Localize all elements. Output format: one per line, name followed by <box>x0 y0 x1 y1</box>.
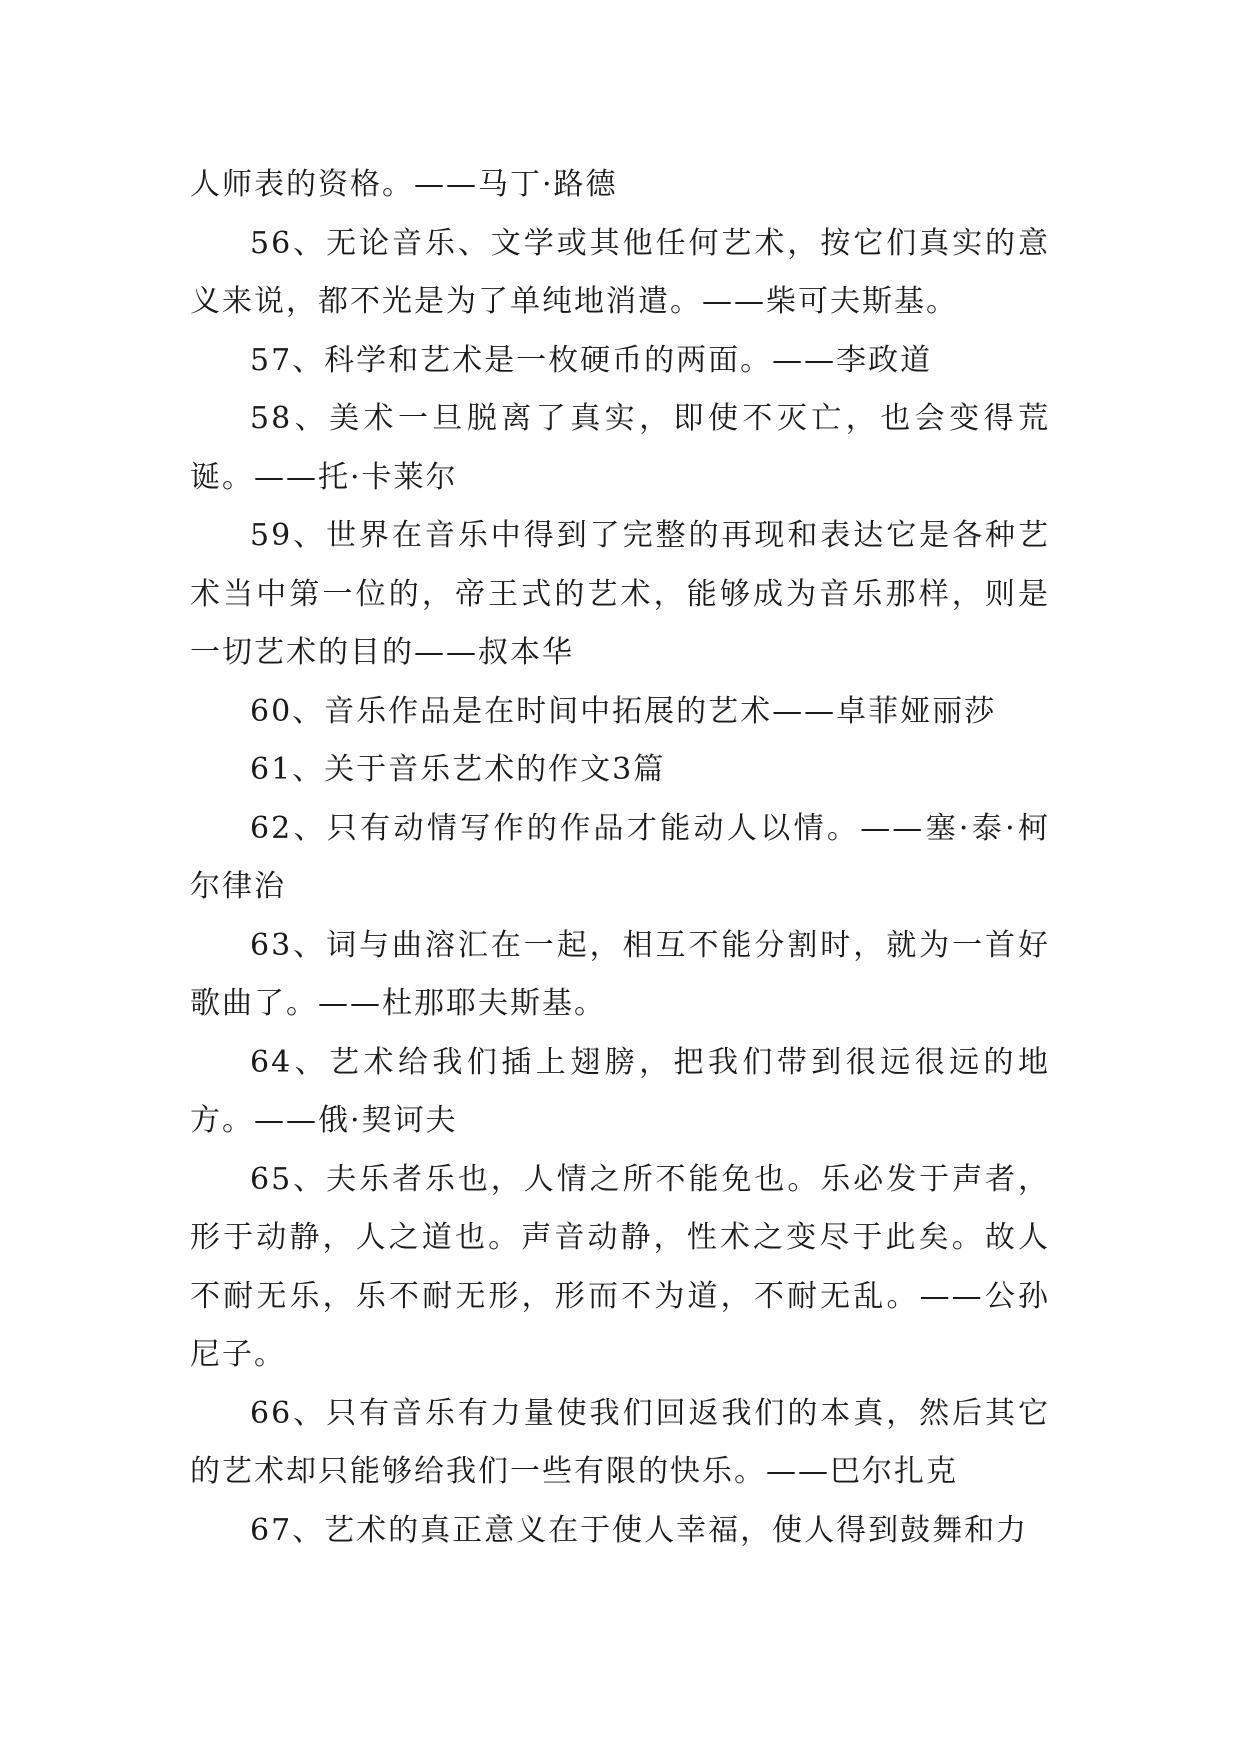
quote-62: 62、只有动情写作的作品才能动人以情。——塞·泰·柯尔律治 <box>190 810 1050 904</box>
quote-57: 57、科学和艺术是一枚硬币的两面。——李政道 <box>250 342 933 378</box>
quote-56: 56、无论音乐、文学或其他任何艺术，按它们真实的意义来说，都不光是为了单纯地消遣。——柴可夫斯基。 <box>190 225 1050 319</box>
quote-67: 67、艺术的真正意义在于使人幸福，使人得到鼓舞和力 <box>250 1512 1029 1548</box>
quote-59: 59、世界在音乐中得到了完整的再现和表达它是各种艺术当中第一位的，帝王式的艺术，能够成为音乐那样，则是一切艺术的目的——叔本华 <box>190 518 1050 670</box>
quote-63: 63、词与曲溶汇在一起，相互不能分割时，就为一首好歌曲了。——杜那耶夫斯基。 <box>190 927 1050 1021</box>
quote-65: 65、夫乐者乐也，人情之所不能免也。乐必发于声者，形于动静，人之道也。声音动静，性术之变尽于此矣。故人不耐无乐，乐不耐无形，形而不为道，不耐无乱。——公孙尼子。 <box>190 1161 1050 1372</box>
quote-58: 58、美术一旦脱离了真实，即使不灭亡，也会变得荒诞。——托·卡莱尔 <box>190 401 1050 495</box>
quote-60: 60、音乐作品是在时间中拓展的艺术——卓菲娅丽莎 <box>250 693 997 729</box>
quote-66: 66、只有音乐有力量使我们回返我们的本真，然后其它的艺术却只能够给我们一些有限的快乐。——巴尔扎克 <box>190 1395 1050 1489</box>
document-body <box>190 156 1050 1560</box>
paragraph-continuation: 人师表的资格。——马丁·路德 <box>190 167 618 202</box>
quote-61: 61、关于音乐艺术的作文3篇 <box>250 752 666 787</box>
quote-64: 64、艺术给我们插上翅膀，把我们带到很远很远的地方。——俄·契诃夫 <box>190 1044 1050 1138</box>
